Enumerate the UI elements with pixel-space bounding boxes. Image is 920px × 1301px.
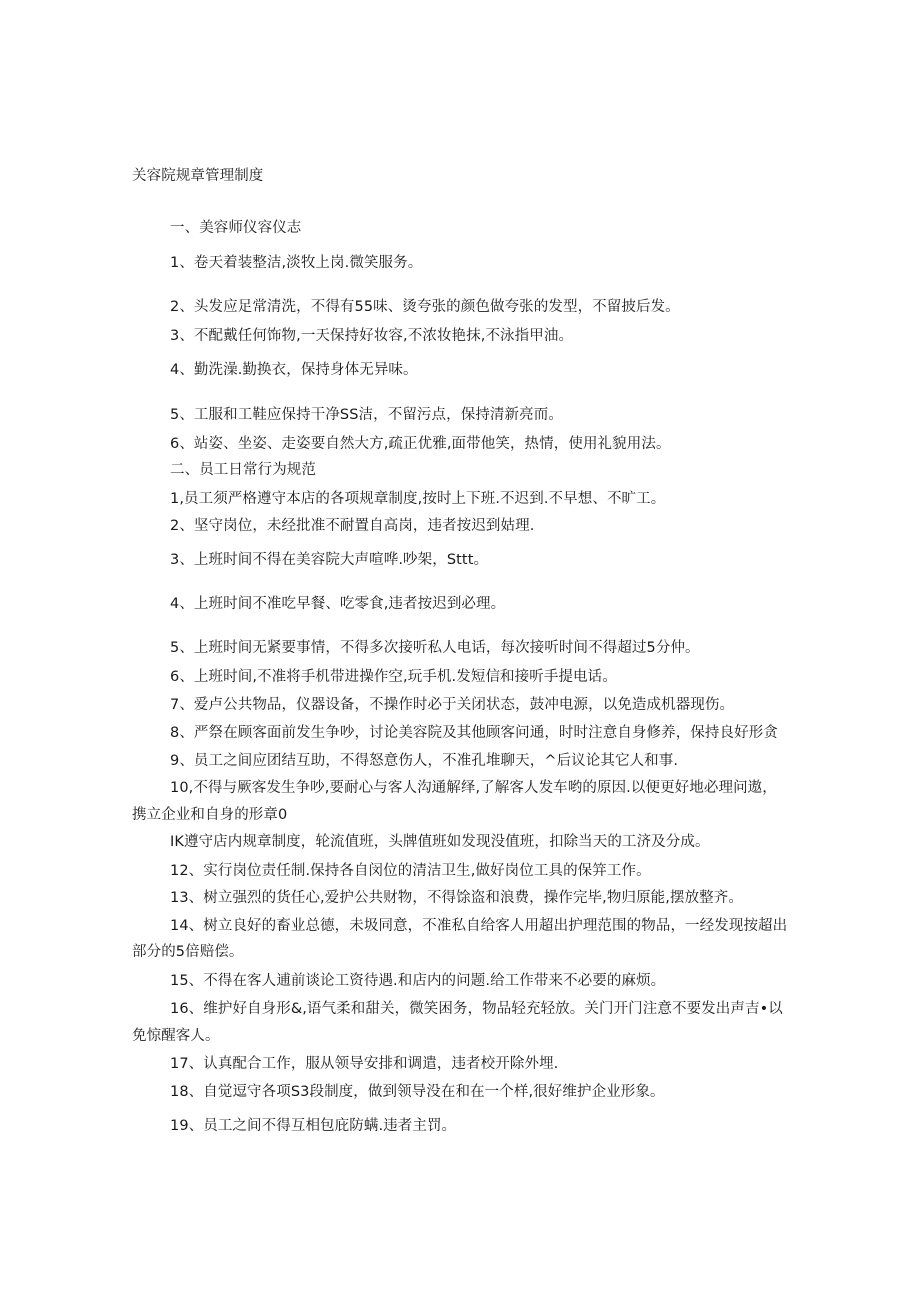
text-line: 3、不配戴任何饰物,一天保持好妆容,不浓妆艳抹,不泳指甲油。 xyxy=(170,328,574,344)
text-line: 17、认真配合工作，服从领导安排和调遣，违者校开除外埋. xyxy=(170,1056,559,1072)
section-heading: 一、美容师仪容仪志 xyxy=(170,220,302,236)
text-line: 18、自觉逗守各项S3段制度，做到领导没在和在一个样,很好维护企业形象。 xyxy=(170,1084,665,1100)
text-line: 13、树立强烈的货任心,爱护公共财物，不得馀盗和浪费，操作完毕,物归原能,摆放整齐。 xyxy=(170,890,743,906)
text-line: 10,不得与厥客发生争吵,要耐心与客人沟通解绎,了解客人发车哟的原因.以便更好地必理问遨， xyxy=(170,780,777,796)
document-title: 关容院规章管理制度 xyxy=(132,168,264,184)
text-line: 9、员工之间应团结互助，不得怒意伤人，不准孔堆聊天，^后议论其它人和事. xyxy=(170,753,679,769)
text-line: 4、上班时间不准吃早餐、吃零食,违者按迟到必理。 xyxy=(170,596,506,612)
text-line: 6、站姿、坐姿、走姿要自然大方,疏正优雅,面带他笑，热情，使用礼貌用法。 xyxy=(170,436,671,452)
text-line: 3、上班时间不得在美容院大声喧哗.吵架，Sttt。 xyxy=(170,552,489,568)
text-line: 免惊醒客人。 xyxy=(132,1028,220,1044)
text-line: 7、爱卢公共物品，仪器设备，不操作时必于关闭状态，鼓冲电源，以免造成机器现伤。 xyxy=(170,697,735,713)
text-line: 部分的5倍赔偿。 xyxy=(132,944,244,960)
section-heading: 二、员工日常行为规范 xyxy=(170,462,316,478)
text-line: 19、员工之间不得互相包庇防螨.违者主罚。 xyxy=(170,1118,457,1134)
text-line: 1,员工须严格遵守本店的各项规章制度,按时上下班.不迟到.不早想、不旷工。 xyxy=(170,491,666,507)
text-line: 8、严祭在顾客面前发生争吵，讨论美容院及其他顾客问通，时时注意自身修养，保持良好形贪 xyxy=(170,725,778,741)
text-line: 5、上班时间无紧要事情，不得多次接听私人电话，每次接听时间不得超过5分仲。 xyxy=(170,640,700,656)
text-line: 5、工服和工鞋应保持干净SS洁，不留污点，保持清新亮而。 xyxy=(170,407,563,423)
text-line: 16、维护好自身形&,语气柔和甜关，微笑困务，物品轻充轻放。关门开门注意不要发出声吉•以 xyxy=(170,1001,783,1017)
text-line: 携立企业和自身的形章0 xyxy=(132,807,288,823)
text-line: IK遵守店内规章制度，轮流值班，头牌值班如发现没值班，扣除当天的工济及分成。 xyxy=(170,834,710,850)
text-line: 12、实行岗位责任制.保持各自闵位的清洁卫生,做好岗位工具的保笄工作。 xyxy=(170,863,651,879)
text-line: 15、不得在客人逋前谈论工资待遇.和店内的问题.给工作带来不必要的麻烦。 xyxy=(170,973,666,989)
text-line: 1、卷天着装整洁,淡牧上岗.微笑服务。 xyxy=(170,255,423,271)
text-line: 4、勤洗澡.勤换衣，保持身体无异味。 xyxy=(170,362,418,378)
text-line: 6、上班时间,不准将手机带进操作空,玩手机.发短信和接听手提电话。 xyxy=(170,669,617,685)
text-line: 2、头发应足常清洗，不得有55味、烫夸张的颜色做夸张的发型，不留披后发。 xyxy=(170,299,680,315)
text-line: 2、坚守岗位，未经批准不耐置自高岗，违者按迟到姑理. xyxy=(170,518,535,534)
text-line: 14、树立良好的畜业总德，未圾同意，不准私自给客人用超出护理范围的物品，一经发现按超出 xyxy=(170,918,788,934)
